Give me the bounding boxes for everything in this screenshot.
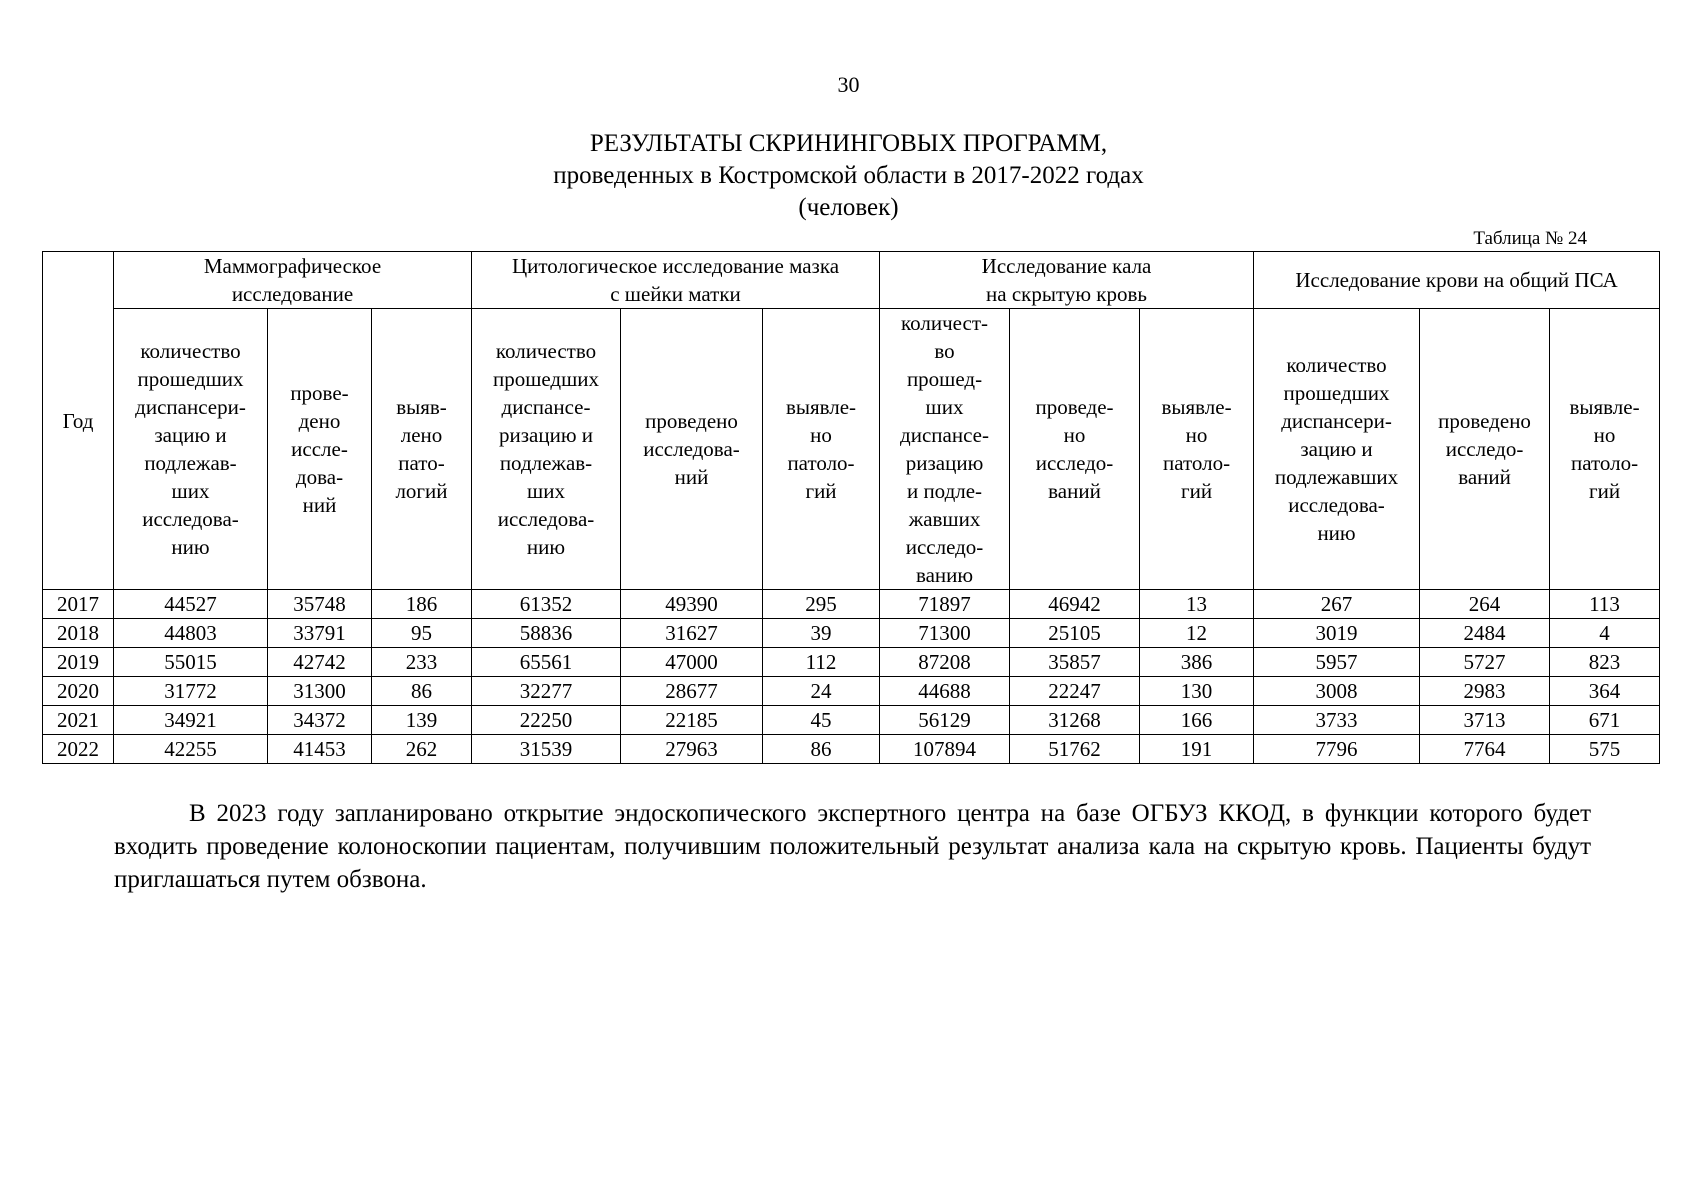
group-header-cytology [472, 252, 880, 309]
table-cell: 31539 [472, 735, 621, 764]
header-line: патоло- [1570, 451, 1639, 475]
table-cell: 13 [1140, 590, 1254, 619]
header-line: иссле- [291, 437, 348, 461]
table-row [43, 735, 1660, 764]
header-line: количество [140, 339, 241, 363]
header-line: прошед- [906, 367, 983, 391]
table-cell: 22247 [1010, 677, 1140, 706]
column-header [1140, 309, 1254, 590]
table-cell: 31627 [621, 619, 763, 648]
column-header [880, 309, 1010, 590]
header-line: количество [495, 339, 597, 363]
table-cell: 44527 [114, 590, 268, 619]
header-line: выявле- [1569, 395, 1640, 419]
table-row [43, 619, 1660, 648]
table-cell: 4 [1550, 619, 1660, 648]
table-cell: 233 [372, 648, 472, 677]
table-cell: 33791 [268, 619, 372, 648]
table-cell: 41453 [268, 735, 372, 764]
header-line: нию [526, 535, 566, 559]
table-cell: 44803 [114, 619, 268, 648]
header-line: количест- [901, 311, 988, 335]
header-line: исследова- [497, 507, 595, 531]
header-line: диспансе- [501, 395, 591, 419]
header-line: логий [395, 479, 448, 503]
header-line: прошедших [492, 367, 600, 391]
group-header-mammography [114, 252, 472, 309]
table-cell: 51762 [1010, 735, 1140, 764]
header-line: но [810, 423, 832, 447]
table-row [43, 706, 1660, 735]
header-line: гий [1589, 479, 1621, 503]
header-line: лено [400, 423, 443, 447]
table-cell: 55015 [114, 648, 268, 677]
table-cell: 71897 [880, 590, 1010, 619]
table-cell: 39 [763, 619, 880, 648]
table-cell: 45 [763, 706, 880, 735]
table-row [43, 677, 1660, 706]
table-cell: 5727 [1420, 648, 1550, 677]
header-line: но [1593, 423, 1616, 447]
column-header [1550, 309, 1660, 590]
column-header [621, 309, 763, 590]
header-line: количество [1286, 353, 1387, 377]
header-line: прове- [290, 381, 349, 405]
column-header [1420, 309, 1550, 590]
header-line: Цитологическое исследование мазка [511, 254, 840, 278]
table-cell: 58836 [472, 619, 621, 648]
header-line: ших [527, 479, 565, 503]
screening-results-table [42, 251, 1660, 764]
header-line: ванию [915, 563, 974, 587]
table-cell: 47000 [621, 648, 763, 677]
header-line: но [1063, 423, 1086, 447]
table-cell: 5957 [1254, 648, 1420, 677]
header-line: исследова- [142, 507, 239, 531]
table-cell: 32277 [472, 677, 621, 706]
header-line: исследо- [1035, 451, 1114, 475]
column-header [472, 309, 621, 590]
table-cell: 86 [763, 735, 880, 764]
header-line: ших [925, 395, 964, 419]
header-line: исследо- [1445, 437, 1524, 461]
table-cell: 264 [1420, 590, 1550, 619]
header-line: зацию и [154, 423, 227, 447]
header-line: проведено [645, 409, 738, 433]
table-cell: 31268 [1010, 706, 1140, 735]
header-line: ризацию и [498, 423, 593, 447]
header-line: выявле- [785, 395, 857, 419]
header-line: диспансери- [1281, 409, 1392, 433]
table-cell: 12 [1140, 619, 1254, 648]
header-line: нию [1317, 521, 1356, 545]
year-cell: 2019 [43, 648, 114, 677]
table-cell: 24 [763, 677, 880, 706]
table-cell: 2983 [1420, 677, 1550, 706]
header-line: ний [302, 493, 337, 517]
year-cell: 2020 [43, 677, 114, 706]
table-cell: 44688 [880, 677, 1010, 706]
header-line: ризацию [905, 451, 984, 475]
title-line: проведенных в Костромской области в 2017-2022 годах [553, 162, 1144, 189]
table-cell: 575 [1550, 735, 1660, 764]
header-line: прошедших [1283, 381, 1390, 405]
table-cell: 267 [1254, 590, 1420, 619]
header-line: во [934, 339, 955, 363]
header-line: проведе- [1035, 395, 1114, 419]
header-line: и подле- [906, 479, 983, 503]
table-cell: 25105 [1010, 619, 1140, 648]
header-line: исследова- [643, 437, 740, 461]
table-cell: 166 [1140, 706, 1254, 735]
table-cell: 35857 [1010, 648, 1140, 677]
table-cell: 61352 [472, 590, 621, 619]
year-cell: 2018 [43, 619, 114, 648]
page-number: 30 [837, 72, 860, 97]
year-cell: 2022 [43, 735, 114, 764]
header-line: зацию и [1300, 437, 1373, 461]
year-cell: 2017 [43, 590, 114, 619]
header-line: Исследование крови на общий ПСА [1295, 268, 1618, 292]
header-line: патоло- [1162, 451, 1231, 475]
header-line: ваний [1048, 479, 1101, 503]
table-cell: 34921 [114, 706, 268, 735]
column-header [763, 309, 880, 590]
table-cell: 3019 [1254, 619, 1420, 648]
table-cell: 65561 [472, 648, 621, 677]
column-header [268, 309, 372, 590]
table-cell: 87208 [880, 648, 1010, 677]
table-cell: 671 [1550, 706, 1660, 735]
title-line: РЕЗУЛЬТАТЫ СКРИНИНГОВЫХ ПРОГРАММ, [589, 130, 1108, 157]
header-line: прошедших [137, 367, 244, 391]
table-cell: 7796 [1254, 735, 1420, 764]
table-cell: 139 [372, 706, 472, 735]
column-header [1010, 309, 1140, 590]
table-cell: 2484 [1420, 619, 1550, 648]
table-cell: 191 [1140, 735, 1254, 764]
header-line: выявле- [1161, 395, 1232, 419]
header-line: выяв- [396, 395, 447, 419]
header-line: проведено [1438, 409, 1531, 433]
group-header-psa [1254, 252, 1660, 309]
header-line: исследование [231, 282, 354, 306]
subheader-row [43, 309, 1660, 590]
table-cell: 107894 [880, 735, 1010, 764]
header-line: подлежавших [1274, 465, 1399, 489]
table-cell: 295 [763, 590, 880, 619]
table-cell: 27963 [621, 735, 763, 764]
header-line: гий [1180, 479, 1213, 503]
header-line: Исследование кала [981, 254, 1152, 278]
header-line: подлежав- [499, 451, 593, 475]
group-header-row [43, 252, 1660, 309]
header-line: с шейки матки [610, 282, 741, 306]
header-line: Маммографическое [203, 254, 382, 278]
table-row [43, 590, 1660, 619]
table-cell: 262 [372, 735, 472, 764]
table-cell: 35748 [268, 590, 372, 619]
header-line: ших [171, 479, 210, 503]
table-cell: 28677 [621, 677, 763, 706]
table-cell: 3713 [1420, 706, 1550, 735]
table-cell: 112 [763, 648, 880, 677]
table-cell: 31300 [268, 677, 372, 706]
table-cell: 186 [372, 590, 472, 619]
header-line: подлежав- [144, 451, 237, 475]
table-cell: 31772 [114, 677, 268, 706]
table-cell: 95 [372, 619, 472, 648]
table-row [43, 648, 1660, 677]
table-cell: 34372 [268, 706, 372, 735]
header-line: дено [298, 409, 341, 433]
title-line: (человек) [798, 194, 899, 221]
table-cell: 56129 [880, 706, 1010, 735]
header-line: пато- [398, 451, 445, 475]
table-label: Таблица № 24 [1473, 228, 1587, 249]
header-line: жавших [908, 507, 981, 531]
table-cell: 86 [372, 677, 472, 706]
table-body [43, 590, 1660, 764]
column-header [114, 309, 268, 590]
header-line: патоло- [787, 451, 855, 475]
header-line: дова- [295, 465, 344, 489]
body-paragraph: В 2023 году запланировано открытие эндоскопического экспертного центра на базе ОГБУЗ ККОД, в функции которого будет входить проведение колоноскопии пациентам, получившим положительный результат анализа кала на скрытую кровь. Пациенты будут приглашаться путем обзвона. [114, 800, 1591, 893]
table-cell: 3733 [1254, 706, 1420, 735]
table-cell: 22185 [621, 706, 763, 735]
year-cell: 2021 [43, 706, 114, 735]
table-cell: 364 [1550, 677, 1660, 706]
document-title [0, 128, 1697, 224]
table-cell: 386 [1140, 648, 1254, 677]
year-header: Год [43, 252, 114, 590]
column-header [1254, 309, 1420, 590]
group-header-occult-blood [880, 252, 1254, 309]
header-line: исследова- [1288, 493, 1385, 517]
header-line: нию [171, 535, 210, 559]
header-line: диспансе- [900, 423, 989, 447]
table-cell: 7764 [1420, 735, 1550, 764]
header-line: на скрытую кровь [986, 282, 1148, 306]
table-cell: 42742 [268, 648, 372, 677]
table-cell: 42255 [114, 735, 268, 764]
header-line: ваний [1458, 465, 1511, 489]
column-header [372, 309, 472, 590]
header-line: исследо- [905, 535, 984, 559]
table-cell: 71300 [880, 619, 1010, 648]
header-line: диспансери- [135, 395, 246, 419]
header-line: ний [674, 465, 709, 489]
table-cell: 22250 [472, 706, 621, 735]
header-line: гий [805, 479, 837, 503]
table-cell: 46942 [1010, 590, 1140, 619]
table-cell: 130 [1140, 677, 1254, 706]
table-cell: 823 [1550, 648, 1660, 677]
table-cell: 113 [1550, 590, 1660, 619]
table-cell: 49390 [621, 590, 763, 619]
table-cell: 3008 [1254, 677, 1420, 706]
header-line: но [1185, 423, 1208, 447]
